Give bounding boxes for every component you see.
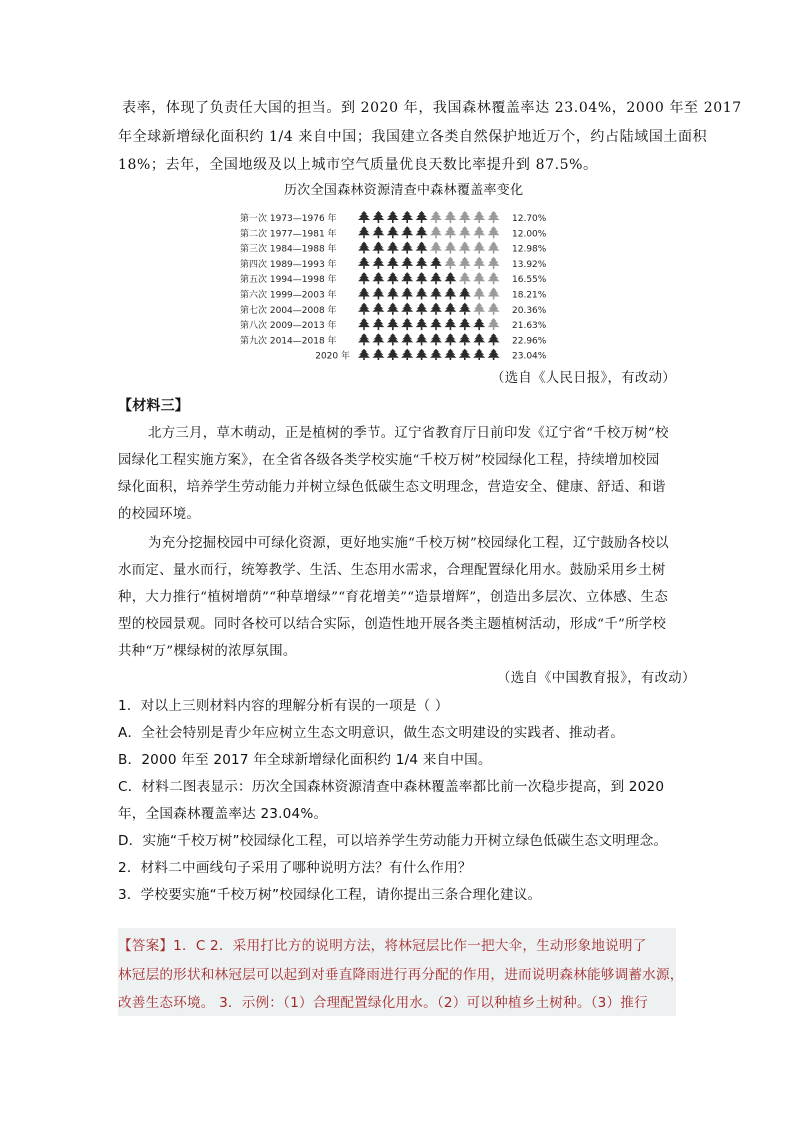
value-label: 23.04% [512,351,547,360]
tree-icon [416,349,428,360]
tree-icon [372,211,384,223]
tree-icon [488,272,500,284]
value-label: 22.96% [512,336,547,347]
tree-icon [358,226,370,238]
option-d: D．实施“千校万树”校园绿化工程，可以培养学生劳动能力开树立绿色低碳生态文明理念。 [118,833,668,849]
tree-icon [488,303,500,315]
tree-icon [358,211,370,223]
category-label: 第四次 1989—1993 年 [240,259,337,270]
icon-row [358,349,500,360]
tree-icon [459,333,471,345]
tree-icon [473,211,485,223]
tree-icon [401,303,413,315]
tree-icon [387,333,399,345]
tree-icon [444,242,456,254]
tree-icon [416,257,428,269]
category-label: 第三次 1984—1988 年 [240,244,337,255]
material3-p2-line-4: 型的校园景观。同时各校可以结合实际，创造性地开展各类主题植树活动，形成“千”所学校 [118,617,667,632]
tree-icon [473,242,485,254]
tree-icon [416,333,428,345]
tree-icon [358,272,370,284]
tree-icon [358,318,370,330]
value-label: 13.92% [512,259,547,270]
tree-icon [473,318,485,330]
answer-line-3: 改善生态环境。 3．示例：（1）合理配置绿化用水。（2）可以种植乡土树种。（3）推行 [118,995,648,1011]
tree-icon [444,211,456,223]
tree-icon [488,288,500,300]
material2-line-1: 表率，体现了负责任大国的担当。到 2020 年，我国森林覆盖率达 23.04%，2000 年至 2017 [122,100,742,116]
category-label: 第七次 2004—2008 年 [240,305,337,316]
tree-icon [488,349,500,360]
tree-icon [459,257,471,269]
tree-icon [430,257,442,269]
tree-icon [372,272,384,284]
tree-icon [358,303,370,315]
tree-icon [372,318,384,330]
tree-icon [488,333,500,345]
tree-icon [387,288,399,300]
material3-p2-line-5: 共种“万”棵绿树的浓厚氛围。 [118,644,297,659]
tree-icon [416,272,428,284]
tree-icon [430,272,442,284]
material3-p2-line-2: 水而定、量水而行，统筹教学、生活、生态用水需求，合理配置绿化用水。鼓励采用乡土树 [118,563,666,578]
icon-row [358,303,500,315]
tree-icon [473,333,485,345]
icon-row [358,257,500,269]
question-2: 2．材料二中画线句子采用了哪种说明方法？有什么作用？ [118,860,472,876]
tree-icon [372,226,384,238]
tree-icon [430,333,442,345]
option-a: A．全社会特别是青少年应树立生态文明意识，做生态文明建设的实践者、推动者。 [118,725,625,741]
tree-icon [416,242,428,254]
tree-icon [430,288,442,300]
tree-icon [473,349,485,360]
tree-icon [444,288,456,300]
tree-icon [387,349,399,360]
option-c: C．材料二图表显示：历次全国森林资源清查中森林覆盖率都比前一次稳步提高，到 2020 [118,779,665,795]
material3-p1-line-4: 的校园环境。 [118,507,201,522]
tree-icon [416,318,428,330]
tree-icon [416,211,428,223]
icon-row [358,211,500,223]
icon-row [358,333,500,345]
tree-icon [372,333,384,345]
material2-line-3: 18%；去年，全国地级及以上城市空气质量优良天数比率提升到 87.5%。 [118,157,598,173]
tree-icon [459,318,471,330]
tree-icon [444,272,456,284]
tree-icon [444,333,456,345]
tree-icon [473,272,485,284]
material2-source: （选自《人民日报》，有改动） [491,371,676,386]
icon-row [358,242,500,254]
icon-row [358,226,500,238]
material3-source: （选自《中国教育报》，有改动） [497,671,696,686]
tree-icon [401,349,413,360]
tree-icon [459,226,471,238]
tree-icon [401,242,413,254]
tree-icon [459,349,471,360]
category-label: 第八次 2009—2013 年 [240,321,337,332]
value-label: 18.21% [512,290,547,301]
material3-p1-line-1: 北方三月，草木萌动，正是植树的季节。辽宁省教育厅日前印发《辽宁省“千校万树”校 [148,426,669,441]
tree-icon [401,211,413,223]
tree-icon [387,272,399,284]
category-label: 第六次 1999—2003 年 [240,290,337,301]
tree-icon [387,257,399,269]
tree-icon [358,288,370,300]
tree-icon [401,333,413,345]
tree-icon [473,257,485,269]
option-b: B．2000 年至 2017 年全球新增绿化面积约 1/4 来自中国。 [118,752,492,768]
category-label: 第一次 1973—1976 年 [240,214,337,224]
question-1: 1．对以上三则材料内容的理解分析有误的一项是（ ） [118,698,449,714]
material3-heading: 【材料三】 [118,398,189,414]
category-label: 2020 年 [315,351,350,360]
tree-icon [473,226,485,238]
tree-icon [416,226,428,238]
category-label: 第九次 2014—2018 年 [240,336,337,347]
tree-icon [358,349,370,360]
value-label: 12.98% [512,244,547,255]
tree-icon [401,318,413,330]
option-c-cont: 年，全国森林覆盖率达 23.04%。 [118,806,328,822]
chart-title: 历次全国森林资源清查中森林覆盖率变化 [284,183,524,198]
tree-icon [387,318,399,330]
tree-icon [430,349,442,360]
material3-p1-line-3: 绿化面积，培养学生劳动能力并树立绿色低碳生态文明理念，营造安全、健康、舒适、和谐 [118,480,666,495]
tree-icon [459,288,471,300]
tree-icon [430,211,442,223]
tree-icon [459,272,471,284]
tree-icon [444,257,456,269]
value-label: 16.55% [512,275,547,286]
material3-p2-line-3: 种，大力推行“植树增荫”“种草增绿”“育花增美”“造景增辉”，创造出多层次、立体感、生态 [118,590,669,605]
category-label: 第五次 1994—1998 年 [240,275,337,286]
tree-icon [444,318,456,330]
tree-icon [459,303,471,315]
tree-icon [401,288,413,300]
tree-icon [401,257,413,269]
tree-icon [387,242,399,254]
answer-line-1: 【答案】1．C 2．采用打比方的说明方法，将林冠层比作一把大伞，生动形象地说明了 [118,938,647,954]
tree-icon [430,303,442,315]
tree-icon [488,242,500,254]
tree-icon [430,318,442,330]
answer-line-2: 林冠层的形状和林冠层可以起到对垂直降雨进行再分配的作用，进而说明森林能够调蓄水源， [118,967,684,983]
value-label: 12.70% [512,214,547,224]
tree-icon [372,257,384,269]
icon-row [358,272,500,284]
tree-icon [372,242,384,254]
tree-icon [372,303,384,315]
tree-icon [444,226,456,238]
tree-icon [387,303,399,315]
tree-icon [401,272,413,284]
tree-icon [430,226,442,238]
value-label: 12.00% [512,229,547,240]
tree-icon [358,257,370,269]
tree-icon [459,211,471,223]
tree-icon [473,303,485,315]
value-label: 21.63% [512,321,547,332]
tree-icon [488,226,500,238]
tree-icon [416,303,428,315]
material2-line-2: 年全球新增绿化面积约 1/4 来自中国；我国建立各类自然保护地近万个，约占陆域国土面积 [118,129,708,145]
value-label: 20.36% [512,305,547,316]
answer-box [118,928,684,1016]
icon-row [358,318,500,330]
tree-icon [387,226,399,238]
material3-p1-line-2: 园绿化工程实施方案》，在全省各级各类学校实施“千校万树”校园绿化工程，持续增加校园 [118,453,660,468]
tree-icon [416,288,428,300]
tree-icon [358,333,370,345]
material3-p2-line-1: 为充分挖掘校园中可绿化资源，更好地实施“千校万树”校园绿化工程，辽宁鼓励各校以 [148,536,669,551]
question-3: 3．学校要实施“千校万树”校园绿化工程，请你提出三条合理化建议。 [118,887,542,903]
tree-icon [459,242,471,254]
tree-icon [401,226,413,238]
tree-icon [488,211,500,223]
tree-icon [444,303,456,315]
category-label: 第二次 1977—1981 年 [240,229,337,240]
tree-icon [372,349,384,360]
tree-icon [488,318,500,330]
tree-icon [430,242,442,254]
tree-icon [488,257,500,269]
tree-icon [387,211,399,223]
tree-icon [358,242,370,254]
icon-row [358,288,500,300]
forest-coverage-chart [236,204,566,360]
tree-icon [473,288,485,300]
tree-icon [372,288,384,300]
tree-icon [444,349,456,360]
